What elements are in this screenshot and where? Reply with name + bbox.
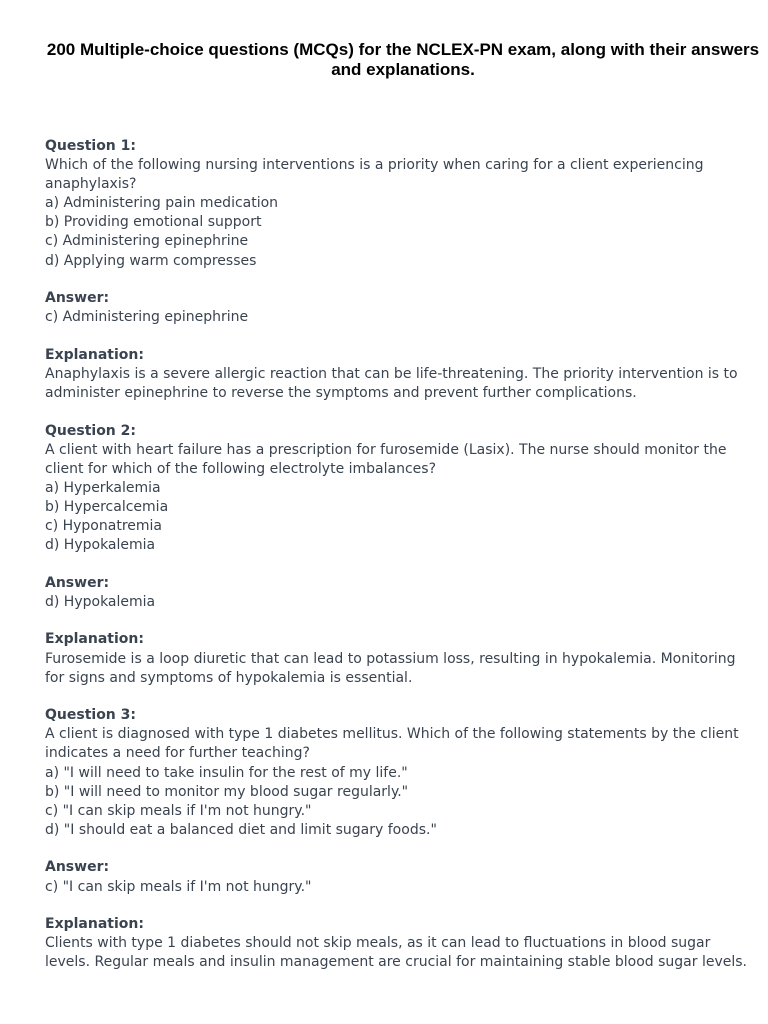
question-block-2 [45, 422, 735, 688]
question-heading: Question 1: [45, 138, 136, 154]
question-block-1 [45, 137, 738, 403]
answer-value: c) "I can skip meals if I'm not hungry." [45, 878, 312, 895]
question-stem: client for which of the following electrolyte imbalances? [45, 460, 437, 477]
answer-option: b) "I will need to monitor my blood sugar regularly." [45, 783, 409, 800]
answer-label: Answer: [45, 859, 110, 876]
explanation-text: administer epinephrine to reverse the symptoms and prevent further complications. [45, 385, 637, 402]
explanation-text: Clients with type 1 diabetes should not skip meals, as it can lead to fluctuations in blood sugar [45, 935, 711, 952]
answer-option: d) Applying warm compresses [45, 252, 257, 269]
answer-option: a) Administering pain medication [45, 195, 279, 212]
question-stem: Which of the following nursing interventions is a priority when caring for a client experiencing [45, 157, 704, 174]
answer-option: a) Hyperkalemia [45, 479, 161, 496]
question-stem: anaphylaxis? [45, 176, 137, 193]
answer-option: d) Hypokalemia [45, 537, 156, 554]
document-title [40, 40, 766, 80]
explanation-label: Explanation: [45, 346, 144, 363]
answer-option: a) "I will need to take insulin for the rest of my life." [45, 764, 408, 781]
document-title-line-2: their answers and explanations. [331, 40, 760, 79]
answer-value: d) Hypokalemia [45, 593, 156, 610]
answer-option: c) Administering epinephrine [45, 233, 249, 250]
question-block-3 [45, 706, 748, 972]
answer-label: Answer: [45, 574, 110, 591]
document-body [45, 137, 748, 972]
question-heading: Question 2: [45, 422, 136, 439]
answer-option: d) "I should eat a balanced diet and limit sugary foods." [45, 821, 437, 838]
explanation-text: Anaphylaxis is a severe allergic reaction that can be life-threatening. The priority intervention is to [45, 365, 738, 382]
answer-value: c) Administering epinephrine [45, 309, 249, 326]
explanation-text: for signs and symptoms of hypokalemia is essential. [45, 669, 413, 686]
answer-option: c) Hyponatremia [45, 518, 162, 535]
question-stem: A client with heart failure has a prescription for furosemide (Lasix). The nurse should monitor the [45, 441, 727, 458]
question-stem: A client is diagnosed with type 1 diabetes mellitus. Which of the following statements by the client [45, 726, 739, 743]
document-title-line-1: 200 Multiple-choice questions (MCQs) for the NCLEX-PN exam, along with [46, 40, 645, 59]
question-stem: indicates a need for further teaching? [45, 745, 310, 762]
answer-label: Answer: [45, 290, 110, 307]
explanation-label: Explanation: [45, 916, 144, 933]
explanation-text: Furosemide is a loop diuretic that can lead to potassium loss, resulting in hypokalemia. Monitoring [45, 650, 736, 667]
explanation-text: levels. Regular meals and insulin management are crucial for maintaining stable blood sugar levels. [45, 954, 748, 971]
answer-option: b) Providing emotional support [45, 214, 262, 231]
answer-option: c) "I can skip meals if I'm not hungry." [45, 802, 312, 819]
question-heading: Question 3: [45, 707, 136, 724]
answer-option: b) Hypercalcemia [45, 499, 169, 515]
explanation-label: Explanation: [45, 631, 144, 648]
